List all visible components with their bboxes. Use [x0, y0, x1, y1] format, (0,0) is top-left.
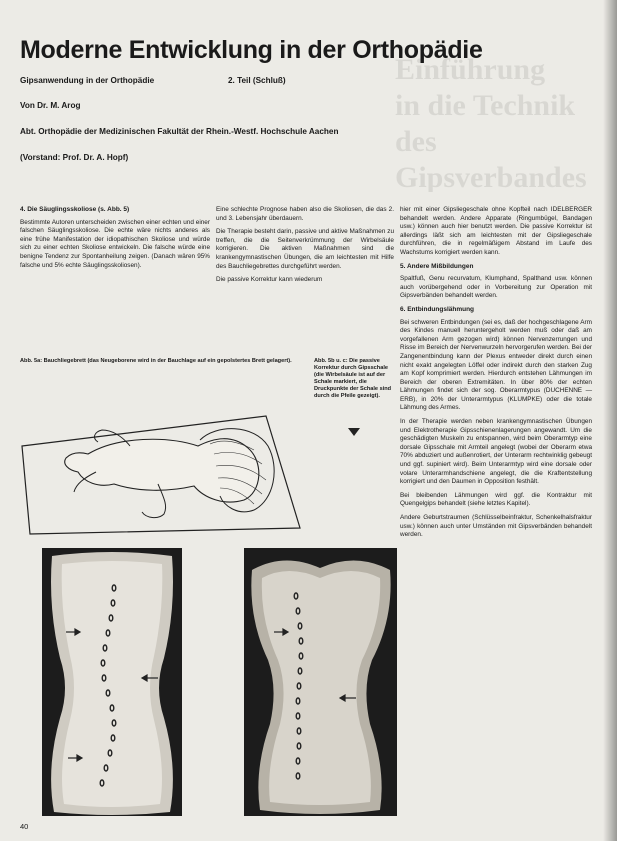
head-line: (Vorstand: Prof. Dr. A. Hopf) [20, 153, 129, 162]
gips-shell-photo-5b [42, 548, 182, 816]
paragraph: In der Therapie werden neben krankengymnastischen Übungen und Elektrotherapie Gipsschienenlagerungen angewandt. Um die geschädigten Muskeln zu entspannen, wird beim Oberarmtyp eine dorsale Gipsschale mit Armteil angelegt (wobei der Oberarm etwa 70% abduziert und außenrotiert, der Unterarm rechtwinklig gebeugt und ggf. supiniert wird). Beim Unterarmtyp wird eine dorsale oder volare Unterarmhandschiene angelegt, die die Kraftentstellung korrigiert und den Daumen in Opposition festhält. [400, 418, 592, 486]
paragraph: Spaltfuß, Genu recurvatum, Klumphand, Spalthand usw. können auch vorübergehend oder in Vorbereitung zur Operation mit Gipsverbänden behandelt werden. [400, 275, 592, 300]
paragraph: Die passive Korrektur kann wiederum [216, 276, 323, 284]
infant-board-illustration [18, 388, 308, 536]
institution-line: Abt. Orthopädie der Medizinischen Fakultät der Rhein.-Westf. Hochschule Aachen [20, 127, 339, 136]
figure-caption-5b: Abb. 5b u. c: Die passive Korrektur durch Gipsschale (die Wirbelsäule ist auf der Schale markiert, die Druckpunkte der Schale sind durch die Pfeile gezeigt). [314, 358, 392, 399]
page-number: 40 [20, 822, 29, 831]
text-column-3 [400, 206, 592, 545]
page-title: Moderne Entwicklung in der Orthopädie [20, 36, 483, 64]
paragraph: Bei schweren Entbindungen (sei es, daß der hochgeschlagene Arm des Kindes manuell heruntergeholt werden muß oder daß am vorgefallenen Arm gezogen wird) können Nervenzerrungen und Risse im Bereich der Nervenwurzeln hervorgerufen werden. Bei der Zangenentbindung kann der Plexus entweder direkt durch einen nicht exakt angelegten Löffel oder indirekt durch den starken Zug am Kopf komprimiert werden. Hierdurch entstehen Lähmungen im Bereich der oberen Extremitäten. In über 80% der echten Lähmungen findet sich der sog. Oberarmtypus (DUCHENNE — ERB), in 20% der Unterarmtypus (KLUMPKE) oder die totale Lähmung des Armes. [400, 318, 592, 412]
author-line: Von Dr. M. Arog [20, 101, 81, 110]
paragraph: Andere Geburtstraumen (Schlüsselbeinfraktur, Schenkelhalsfraktur usw.) können auch unter Umständen mit Gipsverbänden behandelt werden. [400, 514, 592, 539]
page-binding-shadow [603, 0, 617, 841]
article-subtitle: Gipsanwendung in der Orthopädie [20, 76, 155, 85]
paragraph: Eine schlechte Prognose haben also die Skoliosen, die das 2. und 3. Lebensjahr überdauern. [216, 206, 394, 222]
paragraph: hier mit einer Gipsliegeschale ohne Kopfteil nach IDELBERGER behandelt werden. Andere Apparate (Ringumbügel, Bandagen usw.) können auch hier benutzt werden. Die passive Korrektur ist allerdings läßt sich am leichtesten mit der Gipsliegeschale durchführen, die in regelmäßigem Abstand im Laufe des Wachstums korrigiert werden kann. [400, 206, 592, 256]
gips-shell-photo-5c [244, 548, 397, 816]
paragraph: Bestimmte Autoren unterscheiden zwischen einer echten und einer falschen Säuglingsskoliose. Die echte wäre nichts anderes als eine frühe Manifestation der idiopathischen Skoliose und würde sich zu einer echten Skoliose entwickeln. Die falsche würde eine benigne Tendenz zur Spontanheilung zeigen. (Danach wären 95% falsche und 5% echte Säuglingsskoliosen). [20, 218, 210, 269]
article-part: 2. Teil (Schluß) [228, 76, 286, 85]
text-column-1 [20, 206, 210, 275]
text-column-2 [216, 206, 394, 290]
section-heading: 4. Die Säuglingsskoliose (s. Abb. 5) [20, 206, 130, 213]
section-heading: 6. Entbindungslähmung [400, 305, 475, 313]
arrow-down-icon [348, 428, 360, 436]
paragraph: Bei bleibenden Lähmungen wird ggf. die Kontraktur mit Quengelgips behandelt (siehe letztes Kapitel). [400, 491, 592, 508]
section-heading: 5. Andere Mißbildungen [400, 262, 474, 270]
paragraph: Die Therapie besteht darin, passive und aktive Maßnahmen zu treffen, die die Seitenverkrümmung der Wirbelsäule korrigieren. Die aktiven Maßnahmen sind die krankengymnastischen Übungen, die am leichtesten mit Hilfe des Bauchliegebrettes durchgeführt werden. [216, 228, 394, 270]
figure-caption-5a: Abb. 5a: Bauchliegebrett (das Neugeborene wird in der Bauchlage auf ein gepolstertes Brett gelagert). [20, 358, 292, 364]
show-through-text: Einführung in die Technik des Gipsverbandes [395, 53, 587, 192]
